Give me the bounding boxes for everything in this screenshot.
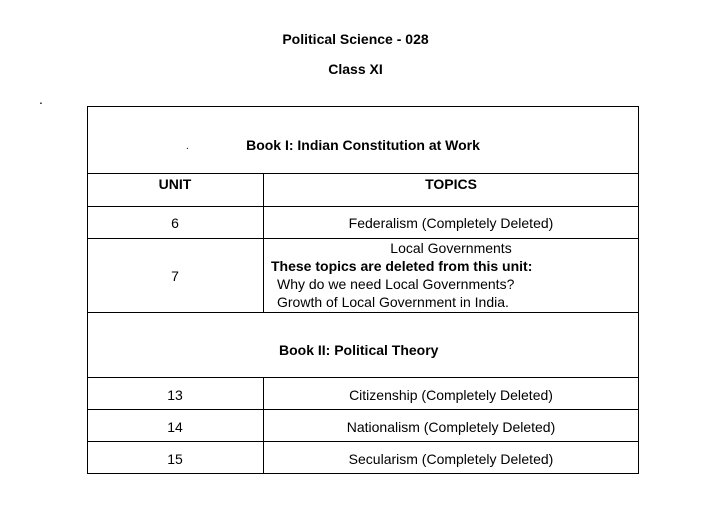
header-unit: UNIT [158, 176, 192, 192]
unit-cell: 13 [167, 387, 183, 403]
topic-cell: Secularism (Completely Deleted) [348, 451, 554, 467]
topic-cell: Citizenship (Completely Deleted) [349, 387, 553, 403]
stray-mark: . [186, 141, 189, 152]
row-divider [87, 441, 639, 442]
unit-cell: 6 [171, 215, 179, 231]
unit-cell: 14 [167, 419, 183, 435]
row-divider [87, 377, 639, 378]
book2-heading: Book II: Political Theory [279, 342, 439, 358]
class-label: Class XI [328, 61, 383, 77]
unit-cell: 7 [171, 268, 179, 284]
book1-heading: Book I: Indian Constitution at Work [246, 137, 480, 153]
deleted-item: Why do we need Local Governments? [277, 276, 515, 292]
row-divider [87, 173, 639, 174]
header-topics: TOPICS [425, 176, 477, 192]
deleted-item: Growth of Local Government in India. [277, 294, 509, 310]
row-divider [87, 312, 639, 313]
document-title: Political Science - 028 [282, 31, 429, 47]
deleted-note: These topics are deleted from this unit: [271, 258, 533, 274]
topic-cell: Federalism (Completely Deleted) [348, 215, 554, 231]
row-divider [87, 409, 639, 410]
row-divider [87, 206, 639, 207]
topic-cell: Local Governments [390, 240, 512, 256]
row-divider [87, 238, 639, 239]
stray-mark: . [39, 91, 43, 107]
unit-cell: 15 [167, 451, 183, 467]
topic-cell: Nationalism (Completely Deleted) [346, 419, 556, 435]
